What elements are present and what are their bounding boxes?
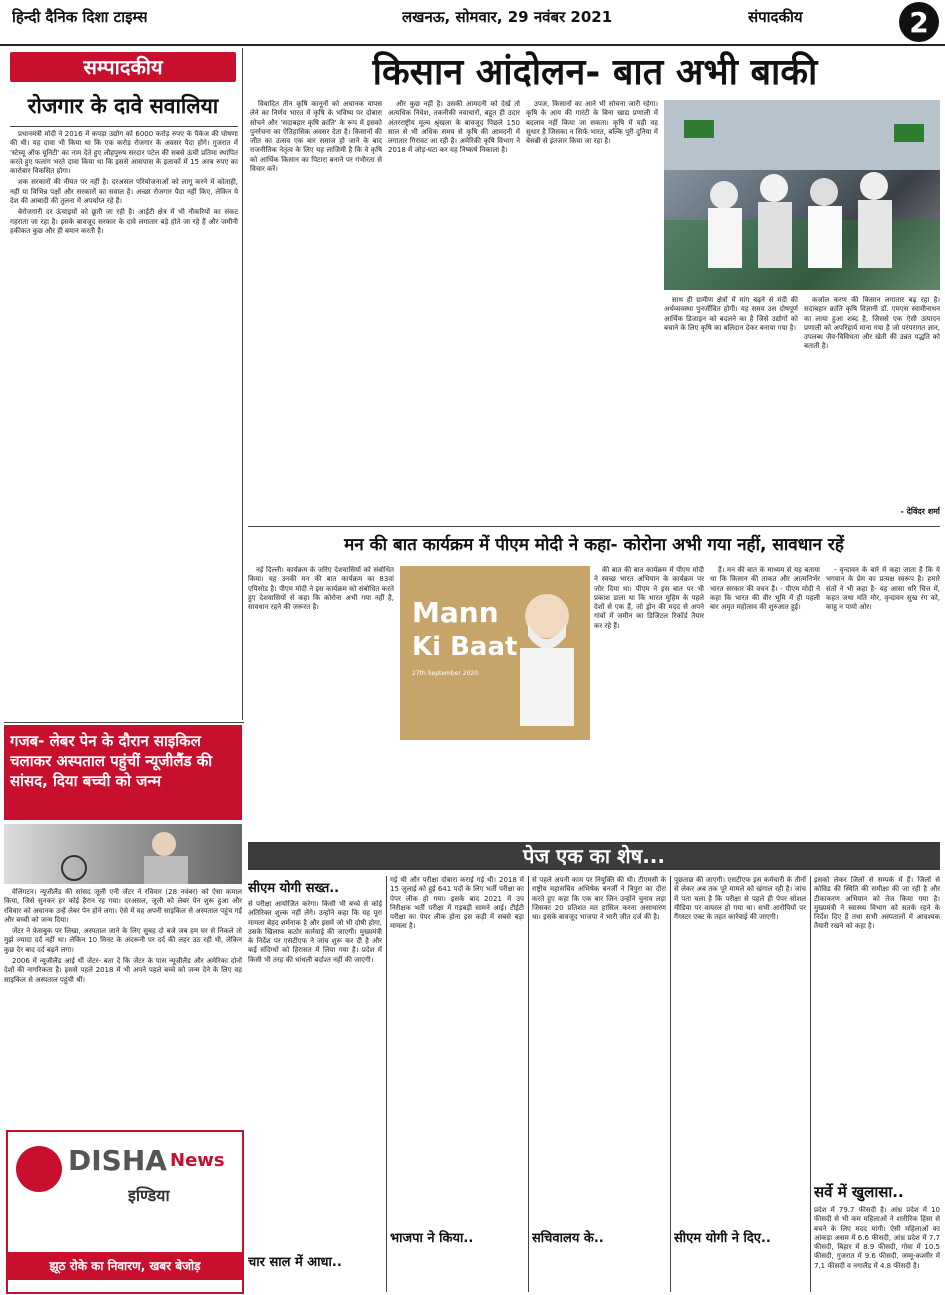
graphic-title: Mann bbox=[412, 596, 499, 629]
mann-ki-baat-headline: मन की बात कार्यक्रम में पीएम मोदी ने कहा- कोरोना अभी गया नहीं, सावधान रहें bbox=[344, 535, 844, 555]
mkb-col3 bbox=[710, 566, 820, 838]
divider bbox=[10, 126, 238, 127]
mann-ki-baat-graphic bbox=[400, 566, 590, 740]
main-paragraph: साथ ही ग्रामीण क्षेत्रों में मांग बढ़ने से मंदी की अर्थव्यवस्था पुनर्जीवित होगी। यह समय उस दोषपूर्ण आर्थिक डिजाइन को बदलने का है जिसे उद्योगों को बचाने के लिए कृषि का बलिदान देकर बनाया गया है। bbox=[664, 296, 798, 332]
cycle-paragraph: 2006 में न्यूजीलैंड आई थीं जेंटर- बता दें कि जेंटर के पास न्यूजीलैंड और अमेरिका दोनों देशों की नागरिकता है। इससे पहले 2018 में भी अपने पहले बच्चे को जन्म देने के लिए वह साइकिल से अस्पताल पहुंची थीं। bbox=[4, 957, 242, 984]
mkb-col4 bbox=[826, 566, 940, 838]
main-body-col2 bbox=[388, 100, 520, 520]
continuation-body: इसको लेकर जिलों से सम्पर्क में हैं। जिलों से कोविड की स्थिति की समीक्षा की जा रही है और टीकाकरण अभियान को तेज किया गया है। मुख्यमंत्री ने स्वास्थ्य विभाग को सतर्क रहने के निर्देश दिए हैं तथा सभी अस्पतालों में आवश्यक तैयारी रखने को कहा है। bbox=[814, 876, 940, 931]
continuation-tail-body: प्रदेश में 79.7 फीसदी है। आंध्र प्रदेश में 10 फीसदी से भी कम महिलाओं ने शारीरिक हिंसा से बचने के लिए मदद मांगी। ऐसी महिलाओं का आंकड़ा असम में 6.6 फीसदी, आंध्र प्रदेश में 7.7 फीसदी, बिहार में 8.9 फीसदी, गोवा में 10.5 फीसदी, गुजरात में 9.6 फीसदी, जम्मू-कश्मीर में 7.1 फीसदी व नगालैंड में 4.8 फीसदी है। bbox=[814, 1206, 940, 1270]
column-divider bbox=[810, 876, 811, 1292]
continuation-tail-title: चार साल में आधा.. bbox=[248, 1255, 342, 1270]
main-paragraph: विवादित तीन कृषि कानूनों को अचानक वापस लेने का निर्णय भारत में कृषि के भविष्य पर दोबारा सोचने और 'सदाबहार कृषि क्रांति' के रूप में इसको पुनर्रचना का ऐतिहासिक अवसर देता है। किसानों की जीत का उत्सव एक बार समाज हो जाने के बाद राजनीतिक नेतृत्व के लिए यह लाजिमी है कि वे कृषि को आर्थिक किसान का पिटारा बनाने पर गंभीरता से विचार करें। bbox=[250, 100, 382, 174]
masthead-bar bbox=[0, 0, 945, 46]
continuation-col-1 bbox=[248, 876, 382, 1292]
editorial-paragraph: शक सरकारों की नीयत पर नहीं है। दरअसल परियोजनाओं को लागू करने में कोताही, नहीं या विभिन्न पक्षों और सरकारों का सवाल है। अच्छा रोजगार पैदा नहीं किए, लेकिन ये देश की आबादी की तुलना में अपर्याप्त रहे हैं। bbox=[10, 178, 238, 206]
continuation-col-2 bbox=[390, 876, 524, 1292]
mkb-paragraph: नई दिल्ली। कार्यक्रम के जरिए देशवासियों को संबोधित किया। यह उनकी मन की बात कार्यक्रम का 83वां एपिसोड है। पीएम मोदी ने इस कार्यक्रम को संबोधित करते हुए देशवासियों से कहा कि कोरोना अभी गया नहीं है, सावधान रहने की जरूरत है। bbox=[248, 566, 394, 612]
continued-label: पेज एक का शेष... bbox=[522, 844, 665, 868]
column-divider bbox=[242, 48, 243, 720]
continuation-body: पूछताछ की जाएगी। एसटीएफ इस कर्मचारी के तीनों से लेकर अब तक पूरे मामले को खंगाल रही है। जांच में पता चला है कि परीक्षा से पहले ही पेपर सोशल मीडिया पर वायरल हो गया था। सभी आरोपियों पर गैंगस्टर एक्ट के तहत कार्रवाई की जाएगी। bbox=[674, 876, 806, 922]
dateline: लखनऊ, सोमवार, 29 नवंबर 2021 bbox=[402, 8, 613, 26]
continuation-col-5 bbox=[814, 876, 940, 1292]
main-paragraph: उपज, किसानों का आने भी सोचना जारी रहेगा। कृषि के आय की गारंटी के बिना खाद्य प्रणाली में बदलाव नहीं किया जा सकता। कृषि में यही वह सुधार है जिसका न सिर्फ भारत, बल्कि पूरी दुनिया में बेसब्री से इंतजार किया जा रहा है। bbox=[526, 100, 658, 146]
ad-brand-news: News bbox=[170, 1150, 225, 1171]
farmers-protest-photo bbox=[664, 100, 940, 290]
continuation-body: से पहले अपनी काम पर नियुक्ति की थी। टीएमसी के राष्ट्रीय महासचिव अभिषेक बनर्जी ने त्रिपुरा का दौरा करते हुए कहा कि एक बार जिन उन्होंने चुनाव लड़ा जिसका 20 प्रतिशत मत हासिल करना असाधारण था। इसके बावजूद भाजपा ने भारी जीत दर्ज की है। bbox=[532, 876, 666, 922]
cycle-headline-box bbox=[4, 725, 242, 820]
cycle-paragraph: जेंटर ने फेसबुक पर लिखा, अस्पताल जाने के लिए सुबह दो बजे जब हम घर से निकले तो मुझे ज्यादा दर्द नहीं था। लेकिन 10 मिनट के अंदरूनी पर दर्द की लहर उठ रही थी, लेकिन कुछ देर बाद दर्द बढ़ने लगा। bbox=[4, 927, 242, 954]
mkb-paragraph: - वृन्दावन के बारे में कहा जाता है कि ये भगवान के प्रेम का प्रत्यक्ष स्वरूप है। हमारे संतों ने भी कहा है- यह आसा धरि चित्त में, कहत जथा मति मोर, वृन्दावन सुख रंग को, काहु न पायो ओर। bbox=[826, 566, 940, 612]
continuation-col-4 bbox=[674, 876, 806, 1292]
ad-brand: DISHA bbox=[68, 1144, 167, 1177]
main-paragraph: और कुछ नहीं है। उसकी आमदनी को देखें तो अत्यधिक निवेश, तकनीकी नवाचारों, बहुत ही उदार अंतरराष्ट्रीय मूल्य श्रृंखला के बावजूद पिछले 150 साल से भी अधिक समय से कृषि की आमदनी में लगातार गिरावट आ रही है। अमेरिकी कृषि विभाग ने 2018 में जोड़-घटा कर यह निष्कर्ष निकाला है। bbox=[388, 100, 520, 155]
editorial-label: सम्पादकीय bbox=[10, 52, 236, 82]
disha-news-ad bbox=[6, 1130, 244, 1294]
column-divider bbox=[670, 876, 671, 1292]
page-number: 2 bbox=[899, 2, 939, 42]
main-headline: किसान आंदोलन- बात अभी बाकी bbox=[372, 52, 818, 93]
mkb-col1 bbox=[248, 566, 394, 838]
continuation-tail-title: सीएम योगी ने दिए.. bbox=[674, 1231, 771, 1246]
mkb-paragraph: हैं। मन की बात के माध्यम से यह बताया था कि किसान की ताकत और आत्मनिर्भर भारत सरकार की वचन हैं। - पीएम मोदी ने कहा कि भारत की वीर भूमि में ही पहली बार अमृत महोत्सव की शुरुआत हुई। bbox=[710, 566, 820, 612]
continuation-tail-title: भाजपा ने किया.. bbox=[390, 1231, 474, 1246]
mkb-paragraph: की बात की बात कार्यक्रम में पीएम मोदी ने स्वच्छ भारत अभियान के कार्यक्रम पर जोर दिया था। पीएम ने इस बात पर भी प्रकाश डाला था कि भारत मुहिम के पहले देशों से एक हैं, जो ड्रोन की मदद से अपने गांवों में जमीन का डिजिटल रिकॉर्ड तैयार कर रहे हैं। bbox=[594, 566, 704, 630]
editorial-headline: रोजगार के दावे सवालिया bbox=[27, 94, 219, 118]
continuation-col-3 bbox=[532, 876, 666, 1292]
section-divider bbox=[248, 526, 940, 527]
ad-brand-india: इण्डिया bbox=[128, 1186, 170, 1205]
main-body-col3 bbox=[526, 100, 658, 280]
graphic-caption: 27th September 2020 bbox=[412, 670, 479, 677]
ad-logo-mark bbox=[16, 1146, 62, 1192]
main-paragraph: कर्जाल करण की किसान लगातार बढ़ रहा है। सदाबहार क्रांति कृषि विज्ञानी डॉ. एमएस स्वामीनाथन का लाया हुआ शब्द है, जिससे एक ऐसी उत्पादन प्रणाली को अपरिहार्य माना गया है जो परंपरागत ज्ञान, उपलब्ध जैव-विविधता और खेती की उन्नत पद्धति को बताती है। bbox=[804, 296, 940, 351]
editorial-paragraph: बेरोजगारी दर ऊंचाइयों को छूती जा रही है। आईटी क्षेत्र में भी नौकरियों का संकट गहराता जा रहा है। इसके बावजूद सरकार के दावे लगातार बड़े होते जा रहे हैं और जमीनी हकीकत कुछ और ही बयान करती है। bbox=[10, 208, 238, 235]
continuation-body: गई थी और परीक्षा दोबारा कराई गई थी। 2018 में 15 जुलाई को हुई 641 पदों के लिए भर्ती परीक्षा का पेपर लीक हो गया। इसके बाद 2021 में उप निरीक्षक भर्ती परीक्षा में गड़बड़ी सामने आई। टीईटी परीक्षा का पेपर लीक होना इस कड़ी में सबसे बड़ा मामला है। bbox=[390, 876, 524, 931]
main-body-col5 bbox=[804, 296, 940, 502]
section-divider bbox=[4, 722, 244, 723]
continuation-tail-title: सर्वे में खुलासा.. bbox=[814, 1183, 904, 1201]
cycle-paragraph: वेलिंगटन। न्यूजीलैंड की सांसद जूली एनी जेंटर ने रविवार (28 नवंबर) को ऐसा कमाल किया, जिसे सुनकर हर कोई हैरान रह गया। दरअसल, जूली को लेबर पेन शुरू हुआ और रविवार को अचानक उन्हें लेबर पेन होने लगा। ऐसे में वह अपनी साइकिल से अस्पताल पहुंच गईं और बच्ची को जन्म दिया। bbox=[4, 888, 242, 924]
graphic-title: Ki Baat bbox=[412, 632, 518, 662]
editorial-paragraph: प्रधानमंत्री मोदी ने 2016 में कपड़ा उद्योग को 6000 करोड़ रुपए के पैकेज की घोषणा की थी। यह दावा भी किया था कि एक करोड़ रोजगार के अवसर पैदा होंगे। गुजरात में 'स्टेच्यू ऑफ यूनिटी' का नाम देते हुए लौहपुरुष सरदार पटेल की सबसे ऊंची प्रतिमा स्थापित करते हुए फलांग भरते दावा किया था कि इससे आसपास के इलाकों में 15 अरब रुपए का कारोबार विकसित होगा। bbox=[10, 130, 238, 176]
cycle-mp-photo bbox=[4, 824, 242, 884]
editorial-body bbox=[10, 130, 238, 690]
main-body-col4 bbox=[664, 296, 798, 520]
mkb-col2 bbox=[594, 566, 704, 838]
column-divider bbox=[528, 876, 529, 1292]
paper-name: हिन्दी दैनिक दिशा टाइम्स bbox=[12, 8, 148, 26]
pm-portrait bbox=[512, 576, 582, 726]
continuation-title: सीएम योगी सख्त.. bbox=[248, 881, 340, 896]
continuation-body: से परीक्षा आयोजित करेगा। किसी भी बच्चे से कोई अतिरिक्त शुल्क नहीं लेंगे। उन्होंने कहा कि यह पूरा मामला बेहद शर्मनाक है और इसमें जो भी दोषी होगा, उसके खिलाफ कठोर कार्रवाई की जाएगी। मुख्यमंत्री के निर्देश पर एसटीएफ ने जांच शुरू कर दी है और कई संदिग्धों को हिरासत में लिया गया है। प्रदेश में किसी भी तरह की धांधली बर्दाश्त नहीं की जाएगी। bbox=[248, 900, 382, 964]
section-name: संपादकीय bbox=[748, 8, 803, 26]
ad-tagline: झूठ रोके का निवारण, खबर बेजोड़ bbox=[8, 1252, 242, 1280]
main-body-col1 bbox=[250, 100, 382, 520]
continuation-tail-title: सचिवालय के.. bbox=[532, 1231, 604, 1246]
cycle-body bbox=[4, 888, 242, 1118]
byline: - देविंदर शर्मा bbox=[900, 507, 940, 516]
cycle-headline: गजब- लेबर पेन के दौरान साइकिल चलाकर अस्पताल पहुंचीं न्यूजीलैंड की सांसद, दिया बच्ची को जन्म bbox=[10, 732, 213, 790]
column-divider bbox=[386, 876, 387, 1292]
continued-band bbox=[248, 842, 940, 870]
